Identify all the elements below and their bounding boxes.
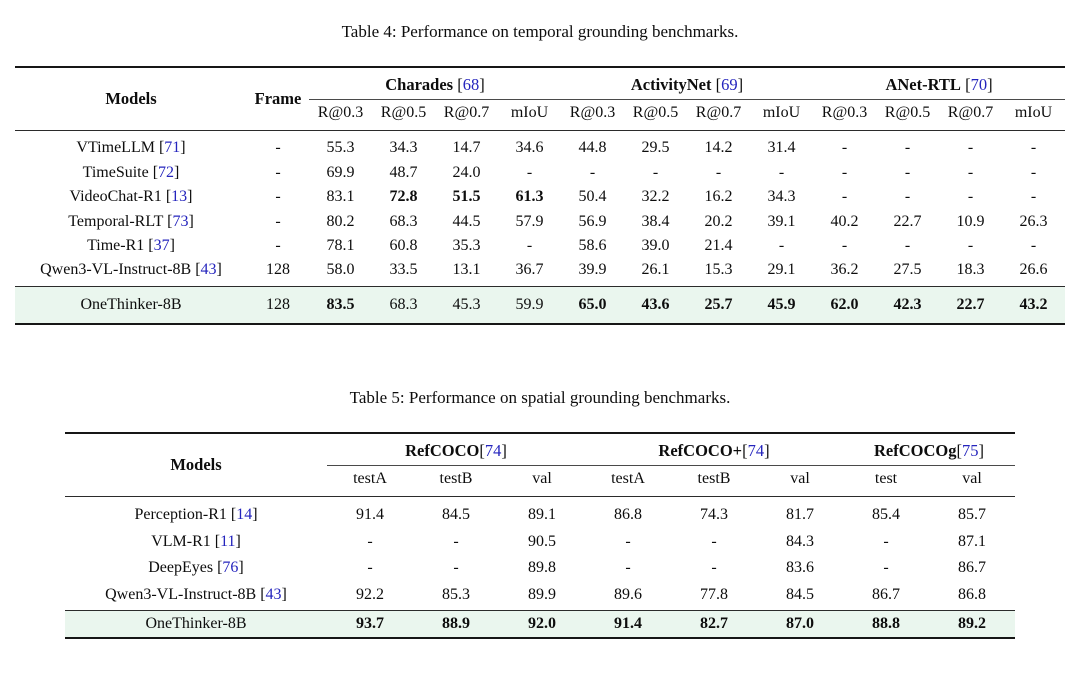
metric-value-cell: - xyxy=(526,163,533,181)
benchmark-group-header: ANet-RTL [70] xyxy=(813,67,1065,99)
metric-value-cell: 93.7 xyxy=(327,611,413,639)
metric-value-cell: 39.9 xyxy=(578,261,607,279)
metric-value-cell: 88.9 xyxy=(413,611,499,639)
column-header-models: Models xyxy=(65,433,327,497)
metric-value-cell: 86.7 xyxy=(958,559,986,577)
metric-value-cell: 21.4 xyxy=(704,236,733,254)
metric-value-cell: - xyxy=(967,236,974,254)
citation-number[interactable]: 14 xyxy=(236,506,253,524)
metric-value-cell: - xyxy=(715,163,722,181)
model-name-cell: Qwen3-VL-Instruct-8B [43] xyxy=(40,261,222,279)
metric-value-cell: 82.7 xyxy=(671,611,757,639)
metric-value-cell: 85.3 xyxy=(442,585,470,603)
frame-value-cell: - xyxy=(275,163,281,181)
metric-value-cell: 91.4 xyxy=(356,506,384,524)
frame-value-cell: - xyxy=(275,139,281,157)
table5-header xyxy=(65,433,1015,497)
metric-value-cell: 33.5 xyxy=(389,261,418,279)
model-name-cell: Temporal-RLT [73] xyxy=(68,212,194,230)
metric-value-cell: 56.9 xyxy=(578,212,607,230)
citation-number[interactable]: 72 xyxy=(158,163,175,181)
metric-value-cell: 77.8 xyxy=(700,585,728,603)
metric-value-cell: - xyxy=(367,532,373,550)
metric-value-cell: 89.1 xyxy=(528,506,556,524)
column-header-metric: R@0.5 xyxy=(372,99,435,130)
metric-value-cell: - xyxy=(904,163,911,181)
table-row xyxy=(65,582,1015,611)
table-row xyxy=(65,555,1015,581)
benchmark-group-header: RefCOCO[74] xyxy=(327,433,585,465)
metric-value-cell: - xyxy=(967,139,974,157)
metric-value-cell: 89.8 xyxy=(528,559,556,577)
metric-value-cell: - xyxy=(778,163,785,181)
metric-value-cell: 83.5 xyxy=(309,286,372,324)
metric-value-cell: - xyxy=(841,188,848,206)
metric-value-cell: - xyxy=(367,559,373,577)
column-header-metric: val xyxy=(499,466,585,497)
metric-value-cell: 26.1 xyxy=(641,261,670,279)
column-header-metric: R@0.3 xyxy=(813,99,876,130)
metric-value-cell: - xyxy=(1030,163,1037,181)
metric-value-cell: 84.5 xyxy=(786,585,814,603)
column-header-metric: val xyxy=(929,466,1015,497)
metric-value-cell: 39.0 xyxy=(641,236,670,254)
metric-value-cell: 24.0 xyxy=(452,163,481,181)
metric-value-cell: 88.8 xyxy=(843,611,929,639)
column-header-metric: testA xyxy=(327,466,413,497)
metric-value-cell: - xyxy=(778,236,785,254)
metric-value-cell: 89.9 xyxy=(528,585,556,603)
table4-section xyxy=(15,22,1065,325)
header-group-row xyxy=(65,433,1015,465)
table-row xyxy=(65,529,1015,555)
benchmark-group-header: RefCOCOg[75] xyxy=(843,433,1015,465)
metric-value-cell: 60.8 xyxy=(389,236,418,254)
metric-value-cell: - xyxy=(904,236,911,254)
highlight-row xyxy=(65,611,1015,639)
metric-value-cell: 44.8 xyxy=(578,139,607,157)
metric-value-cell: 72.8 xyxy=(389,188,418,206)
metric-value-cell: 92.2 xyxy=(356,585,384,603)
citation-number[interactable]: 11 xyxy=(220,532,236,550)
metric-value-cell: - xyxy=(883,559,889,577)
model-name-cell: VTimeLLM [71] xyxy=(76,139,186,157)
metric-value-cell: 92.0 xyxy=(499,611,585,639)
metric-value-cell: 84.3 xyxy=(786,532,814,550)
benchmark-name: ANet-RTL xyxy=(885,75,961,94)
metric-value-cell: 45.3 xyxy=(435,286,498,324)
metric-value-cell: - xyxy=(453,532,459,550)
metric-value-cell: 22.7 xyxy=(893,212,922,230)
column-header-metric: R@0.3 xyxy=(309,99,372,130)
metric-value-cell: 29.5 xyxy=(641,139,670,157)
metric-value-cell: 36.7 xyxy=(515,261,544,279)
metric-value-cell: 43.2 xyxy=(1002,286,1065,324)
column-header-metric: mIoU xyxy=(498,99,561,130)
metric-value-cell: 58.6 xyxy=(578,236,607,254)
metric-value-cell: 18.3 xyxy=(956,261,985,279)
metric-value-cell: 55.3 xyxy=(326,139,355,157)
metric-value-cell: 42.3 xyxy=(876,286,939,324)
metric-value-cell: 50.4 xyxy=(578,188,607,206)
metric-value-cell: 85.4 xyxy=(872,506,900,524)
metric-value-cell: 83.1 xyxy=(326,188,355,206)
metric-value-cell: 89.6 xyxy=(614,585,642,603)
citation-number[interactable]: 74 xyxy=(484,441,502,461)
metric-value-cell: 87.1 xyxy=(958,532,986,550)
metric-value-cell: 26.6 xyxy=(1019,261,1048,279)
column-header-metric: mIoU xyxy=(750,99,813,130)
table5-caption: Table 5: Performance on spatial grounding benchmarks. xyxy=(349,388,731,408)
benchmark-name: RefCOCO+ xyxy=(658,441,743,461)
table4-temporal-grounding xyxy=(15,66,1065,325)
metric-value-cell: 26.3 xyxy=(1019,212,1048,230)
benchmark-group-header: Charades [68] xyxy=(309,67,561,99)
metric-value-cell: 34.3 xyxy=(767,188,796,206)
metric-value-cell: 14.7 xyxy=(452,139,481,157)
table-row xyxy=(15,234,1065,258)
metric-value-cell: 68.3 xyxy=(372,286,435,324)
metric-value-cell: 68.3 xyxy=(389,212,418,230)
benchmark-name: Charades xyxy=(385,75,454,94)
metric-value-cell: 40.2 xyxy=(830,212,859,230)
column-header-models: Models xyxy=(15,67,247,131)
metric-value-cell: 78.1 xyxy=(326,236,355,254)
metric-value-cell: 31.4 xyxy=(767,139,796,157)
metric-value-cell: 86.8 xyxy=(614,506,642,524)
model-name-cell: DeepEyes [76] xyxy=(148,559,244,577)
table-row xyxy=(15,258,1065,286)
benchmark-group-header: RefCOCO+[74] xyxy=(585,433,843,465)
column-header-metric: R@0.5 xyxy=(624,99,687,130)
column-header-metric: mIoU xyxy=(1002,99,1065,130)
metric-value-cell: 51.5 xyxy=(452,188,481,206)
metric-value-cell: 91.4 xyxy=(585,611,671,639)
metric-value-cell: 29.1 xyxy=(767,261,796,279)
frame-value-cell: - xyxy=(275,188,281,206)
table-row xyxy=(15,210,1065,234)
benchmark-name: RefCOCO xyxy=(405,441,480,461)
citation-number[interactable]: 71 xyxy=(164,139,181,157)
model-name-cell: VLM-R1 [11] xyxy=(151,532,241,550)
metric-value-cell: 83.6 xyxy=(786,559,814,577)
model-name-cell: Qwen3-VL-Instruct-8B [43] xyxy=(105,585,287,603)
metric-value-cell: - xyxy=(625,532,631,550)
metric-value-cell: 15.3 xyxy=(704,261,733,279)
benchmark-name: RefCOCOg xyxy=(874,441,957,461)
metric-value-cell: - xyxy=(1030,188,1037,206)
metric-value-cell: 61.3 xyxy=(515,188,544,206)
table4-caption: Table 4: Performance on temporal grounding benchmarks. xyxy=(341,22,739,41)
metric-value-cell: 86.7 xyxy=(872,585,900,603)
model-name-cell: TimeSuite [72] xyxy=(82,163,180,181)
model-name-cell: OneThinker-8B xyxy=(15,286,247,324)
citation-number[interactable]: 43 xyxy=(200,261,217,279)
metric-value-cell: 44.5 xyxy=(452,212,481,230)
citation-number[interactable]: 76 xyxy=(222,559,239,577)
column-header-metric: R@0.7 xyxy=(435,99,498,130)
metric-value-cell: 20.2 xyxy=(704,212,733,230)
citation-number[interactable]: 13 xyxy=(171,188,188,206)
table5-spatial-grounding xyxy=(65,432,1015,639)
metric-value-cell: - xyxy=(453,559,459,577)
frame-value-cell: - xyxy=(275,236,281,254)
metric-value-cell: - xyxy=(1030,139,1037,157)
citation-number[interactable]: 69 xyxy=(721,75,738,94)
model-name-cell: OneThinker-8B xyxy=(65,611,327,639)
column-header-metric: val xyxy=(757,466,843,497)
citation-number[interactable]: 68 xyxy=(462,75,480,94)
metric-value-cell: 69.9 xyxy=(326,163,355,181)
citation-number[interactable]: 43 xyxy=(265,585,282,603)
metric-value-cell: 74.3 xyxy=(700,506,728,524)
metric-value-cell: - xyxy=(904,139,911,157)
metric-value-cell: - xyxy=(589,163,596,181)
metric-value-cell: 57.9 xyxy=(515,212,544,230)
metric-value-cell: 34.3 xyxy=(389,139,418,157)
table-row xyxy=(65,497,1015,529)
citation-number[interactable]: 70 xyxy=(970,75,988,94)
metric-value-cell: 81.7 xyxy=(786,506,814,524)
metric-value-cell: 80.2 xyxy=(326,212,355,230)
citation-number[interactable]: 37 xyxy=(153,236,170,254)
benchmark-group-header: ActivityNet [69] xyxy=(561,67,813,99)
metric-value-cell: - xyxy=(1030,236,1037,254)
metric-value-cell: 34.6 xyxy=(515,139,544,157)
column-header-metric: R@0.5 xyxy=(876,99,939,130)
metric-value-cell: 32.2 xyxy=(641,188,670,206)
table-row xyxy=(15,185,1065,209)
table-row xyxy=(15,131,1065,161)
metric-value-cell: 35.3 xyxy=(452,236,481,254)
metric-value-cell: - xyxy=(652,163,659,181)
citation-number[interactable]: 75 xyxy=(961,441,979,461)
metric-value-cell: 85.7 xyxy=(958,506,986,524)
table4-body xyxy=(15,131,1065,324)
metric-value-cell: 65.0 xyxy=(561,286,624,324)
metric-value-cell: 39.1 xyxy=(767,212,796,230)
metric-value-cell: - xyxy=(841,236,848,254)
metric-value-cell: 59.9 xyxy=(498,286,561,324)
metric-value-cell: 62.0 xyxy=(813,286,876,324)
metric-value-cell: 27.5 xyxy=(893,261,922,279)
metric-value-cell: - xyxy=(904,188,911,206)
citation-number[interactable]: 73 xyxy=(172,212,189,230)
table5-section xyxy=(65,388,1015,639)
model-name-cell: VideoChat-R1 [13] xyxy=(69,188,193,206)
metric-value-cell: 48.7 xyxy=(389,163,418,181)
metric-value-cell: 45.9 xyxy=(750,286,813,324)
metric-value-cell: 22.7 xyxy=(939,286,1002,324)
metric-value-cell: 43.6 xyxy=(624,286,687,324)
metric-value-cell: 36.2 xyxy=(830,261,859,279)
column-header-metric: testB xyxy=(671,466,757,497)
model-name-cell: Time-R1 [37] xyxy=(87,236,175,254)
metric-value-cell: - xyxy=(625,559,631,577)
citation-number[interactable]: 74 xyxy=(747,441,765,461)
metric-value-cell: - xyxy=(711,532,717,550)
metric-value-cell: - xyxy=(841,163,848,181)
metric-value-cell: 38.4 xyxy=(641,212,670,230)
metric-value-cell: 14.2 xyxy=(704,139,733,157)
header-group-row xyxy=(15,67,1065,99)
column-header-metric: R@0.7 xyxy=(687,99,750,130)
metric-value-cell: - xyxy=(967,188,974,206)
column-header-metric: testB xyxy=(413,466,499,497)
metric-value-cell: 10.9 xyxy=(956,212,985,230)
metric-value-cell: 16.2 xyxy=(704,188,733,206)
frame-value-cell: 128 xyxy=(266,261,290,279)
metric-value-cell: - xyxy=(526,236,533,254)
table5-body xyxy=(65,497,1015,638)
column-header-metric: R@0.3 xyxy=(561,99,624,130)
column-header-metric: testA xyxy=(585,466,671,497)
metric-value-cell: - xyxy=(711,559,717,577)
metric-value-cell: 90.5 xyxy=(528,532,556,550)
table-row xyxy=(15,161,1065,185)
metric-value-cell: - xyxy=(841,139,848,157)
column-header-metric: test xyxy=(843,466,929,497)
metric-value-cell: 84.5 xyxy=(442,506,470,524)
benchmark-name: ActivityNet xyxy=(630,75,712,94)
column-header-metric: R@0.7 xyxy=(939,99,1002,130)
model-name-cell: Perception-R1 [14] xyxy=(134,506,258,524)
metric-value-cell: 87.0 xyxy=(757,611,843,639)
highlight-row xyxy=(15,286,1065,324)
frame-value-cell: - xyxy=(275,212,281,230)
metric-value-cell: 25.7 xyxy=(687,286,750,324)
table4-header xyxy=(15,67,1065,131)
frame-value-cell: 128 xyxy=(247,286,309,324)
metric-value-cell: 58.0 xyxy=(326,261,355,279)
column-header-frame: Frame xyxy=(247,67,309,131)
metric-value-cell: 86.8 xyxy=(958,585,986,603)
metric-value-cell: 13.1 xyxy=(452,261,481,279)
metric-value-cell: 89.2 xyxy=(929,611,1015,639)
metric-value-cell: - xyxy=(967,163,974,181)
metric-value-cell: - xyxy=(883,532,889,550)
